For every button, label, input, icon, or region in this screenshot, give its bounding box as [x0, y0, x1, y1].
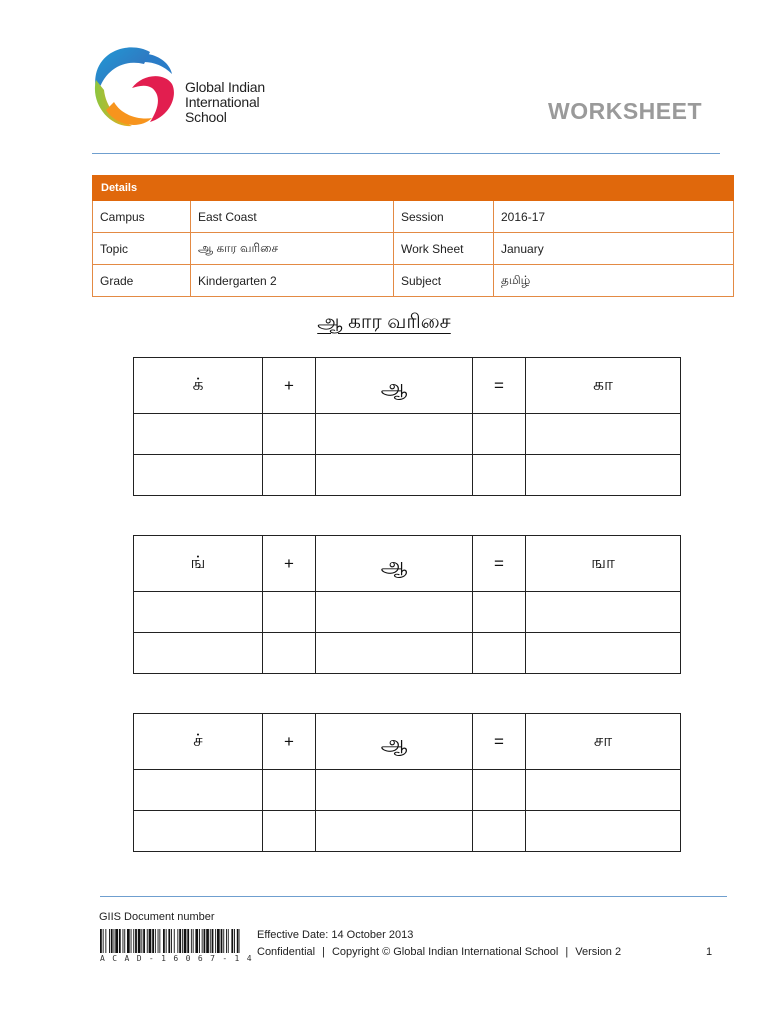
answer-cell[interactable]	[526, 811, 681, 852]
barcode-icon	[100, 929, 240, 953]
answer-cell[interactable]	[316, 633, 473, 674]
school-logo-icon	[92, 44, 176, 128]
footer-divider	[100, 896, 727, 897]
answer-cell[interactable]	[316, 811, 473, 852]
footer-separator: |	[565, 946, 569, 958]
vowel-cell: ஆ	[316, 714, 473, 770]
school-logo	[92, 44, 292, 130]
answer-row	[134, 592, 681, 633]
answer-cell[interactable]	[473, 414, 526, 455]
page-number: 1	[706, 946, 713, 958]
details-row	[93, 265, 734, 297]
combination-table	[133, 535, 681, 674]
details-label: Topic	[93, 233, 191, 265]
answer-row	[134, 455, 681, 496]
answer-cell[interactable]	[473, 770, 526, 811]
equals-sign: =	[473, 536, 526, 592]
answer-cell[interactable]	[134, 455, 263, 496]
answer-cell[interactable]	[526, 592, 681, 633]
details-heading: Details	[93, 176, 734, 201]
answer-cell[interactable]	[473, 633, 526, 674]
document-number-label: GIIS Document number	[99, 911, 215, 923]
answer-cell[interactable]	[526, 633, 681, 674]
details-label: Subject	[394, 265, 494, 297]
answer-cell[interactable]	[473, 811, 526, 852]
details-label: Campus	[93, 201, 191, 233]
answer-cell[interactable]	[526, 414, 681, 455]
details-label: Session	[394, 201, 494, 233]
answer-cell[interactable]	[134, 633, 263, 674]
combination-row	[134, 536, 681, 592]
plus-sign: +	[263, 358, 316, 414]
copyright-notice: Copyright © Global Indian International School	[331, 946, 559, 958]
combination-row	[134, 358, 681, 414]
answer-cell[interactable]	[526, 455, 681, 496]
combination-table	[133, 713, 681, 852]
barcode-number: A C A D - 1 6 0 6 7 - 1 4	[100, 954, 253, 963]
plus-sign: +	[263, 714, 316, 770]
vowel-cell: ஆ	[316, 536, 473, 592]
answer-cell[interactable]	[263, 770, 316, 811]
answer-cell[interactable]	[316, 414, 473, 455]
worksheet-title: WORKSHEET	[548, 98, 702, 124]
answer-row	[134, 414, 681, 455]
worksheet-heading: ஆ கார வரிசை	[317, 311, 451, 333]
answer-cell[interactable]	[316, 592, 473, 633]
details-row	[93, 201, 734, 233]
details-value: January	[494, 233, 734, 265]
answer-cell[interactable]	[134, 770, 263, 811]
equals-sign: =	[473, 358, 526, 414]
combination-table	[133, 357, 681, 496]
details-header-row	[93, 176, 734, 201]
details-value: தமிழ்	[494, 265, 734, 297]
details-value: East Coast	[191, 201, 394, 233]
answer-cell[interactable]	[134, 592, 263, 633]
answer-cell[interactable]	[263, 592, 316, 633]
answer-cell[interactable]	[473, 592, 526, 633]
details-value: 2016-17	[494, 201, 734, 233]
details-label: Grade	[93, 265, 191, 297]
answer-cell[interactable]	[263, 455, 316, 496]
details-value: Kindergarten 2	[191, 265, 394, 297]
consonant-cell: ச்	[134, 714, 263, 770]
vowel-cell: ஆ	[316, 358, 473, 414]
combination-row	[134, 714, 681, 770]
details-row	[93, 233, 734, 265]
header-divider	[92, 153, 720, 154]
answer-row	[134, 811, 681, 852]
version-label: Version 2	[575, 946, 622, 958]
answer-cell[interactable]	[316, 455, 473, 496]
plus-sign: +	[263, 536, 316, 592]
details-label: Work Sheet	[394, 233, 494, 265]
equals-sign: =	[473, 714, 526, 770]
result-cell: கா	[526, 358, 681, 414]
answer-row	[134, 770, 681, 811]
effective-date: Effective Date: 14 October 2013	[257, 929, 414, 941]
result-cell: சா	[526, 714, 681, 770]
answer-row	[134, 633, 681, 674]
answer-cell[interactable]	[263, 811, 316, 852]
footer-notice	[257, 946, 621, 958]
answer-cell[interactable]	[473, 455, 526, 496]
answer-cell[interactable]	[263, 633, 316, 674]
result-cell: ஙா	[526, 536, 681, 592]
consonant-cell: ங்	[134, 536, 263, 592]
footer-separator: |	[322, 946, 325, 958]
answer-cell[interactable]	[316, 770, 473, 811]
answer-cell[interactable]	[134, 414, 263, 455]
consonant-cell: க்	[134, 358, 263, 414]
confidential-label: Confidential	[257, 946, 316, 958]
details-table	[92, 175, 734, 297]
answer-cell[interactable]	[526, 770, 681, 811]
details-value: ஆ கார வரிசை	[191, 233, 394, 265]
answer-cell[interactable]	[134, 811, 263, 852]
school-logo-text: Global Indian International School	[185, 79, 265, 125]
answer-cell[interactable]	[263, 414, 316, 455]
